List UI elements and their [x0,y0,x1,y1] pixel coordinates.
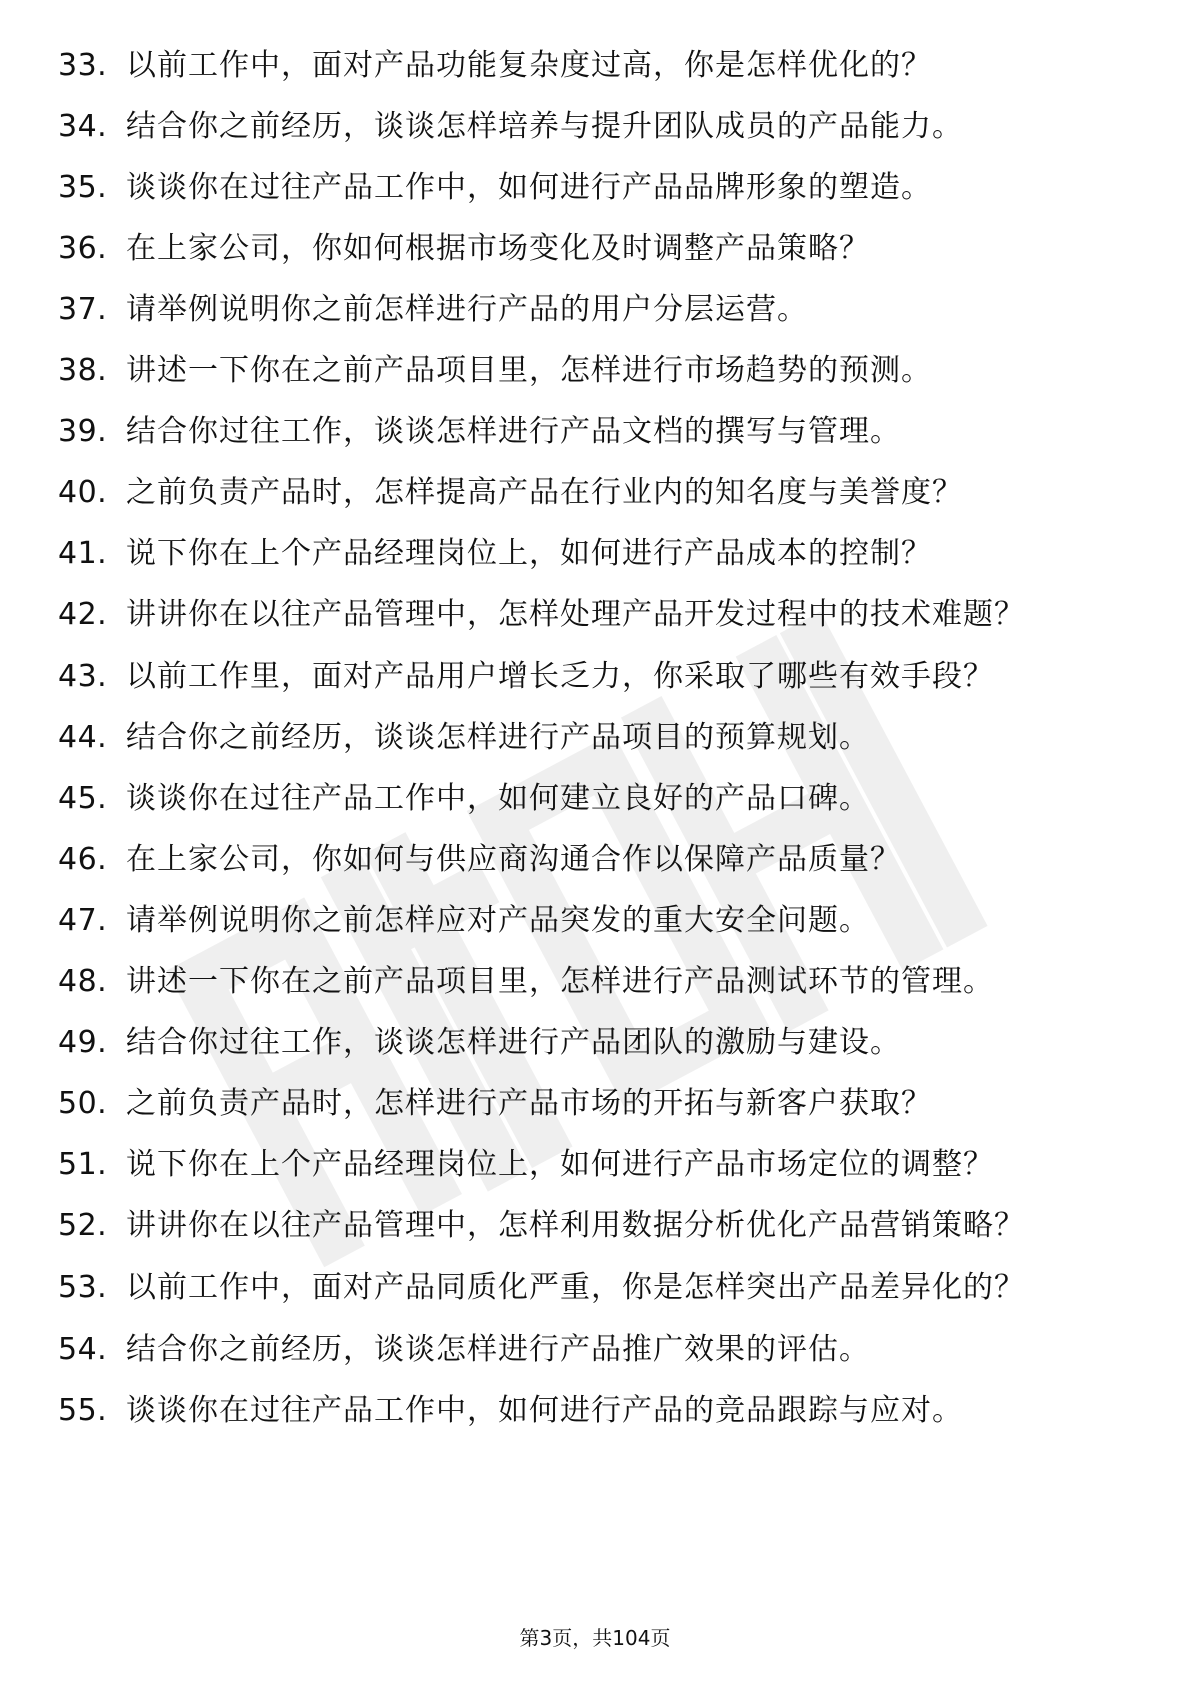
question-number: 43. [58,659,108,694]
question-number: 38. [58,353,108,388]
question-item [58,1393,1138,1429]
question-text: 在上家公司，你如何与供应商沟通合作以保障产品质量？ [126,842,901,877]
question-number: 40. [58,475,108,510]
question-text: 结合你之前经历，谈谈怎样进行产品推广效果的评估。 [126,1332,870,1367]
question-list [58,48,1138,1454]
question-number: 48. [58,964,108,999]
question-number: 35. [58,170,108,205]
question-item [58,170,1138,206]
question-text: 在上家公司，你如何根据市场变化及时调整产品策略？ [126,231,870,266]
question-number: 42. [58,597,108,632]
question-text: 谈谈你在过往产品工作中，如何进行产品的竞品跟踪与应对。 [126,1393,963,1428]
question-text: 以前工作里，面对产品用户增长乏力，你采取了哪些有效手段？ [126,659,994,694]
question-item [58,475,1138,511]
question-text: 说下你在上个产品经理岗位上，如何进行产品市场定位的调整？ [126,1147,994,1182]
question-item [58,1025,1138,1061]
question-item [58,1086,1138,1122]
question-number: 52. [58,1208,108,1243]
question-text: 结合你之前经历，谈谈怎样培养与提升团队成员的产品能力。 [126,109,963,144]
page-footer [0,1622,1190,1651]
question-text: 以前工作中，面对产品功能复杂度过高，你是怎样优化的？ [126,48,932,83]
question-number: 34. [58,109,108,144]
question-item [58,536,1138,572]
question-text: 讲讲你在以往产品管理中，怎样利用数据分析优化产品营销策略？ [126,1208,1025,1243]
page-number-label: 第3页，共104页 [519,1626,671,1650]
question-number: 54. [58,1332,108,1367]
question-number: 39. [58,414,108,449]
question-text: 结合你之前经历，谈谈怎样进行产品项目的预算规划。 [126,720,870,755]
question-item [58,1270,1138,1306]
question-text: 请举例说明你之前怎样应对产品突发的重大安全问题。 [126,903,870,938]
question-number: 41. [58,536,108,571]
question-number: 33. [58,48,108,83]
question-text: 之前负责产品时，怎样提高产品在行业内的知名度与美誉度？ [126,475,963,510]
question-item [58,414,1138,450]
question-item [58,48,1138,84]
question-item [58,842,1138,878]
question-number: 49. [58,1025,108,1060]
question-item [58,1208,1138,1244]
question-item [58,781,1138,817]
question-item [58,292,1138,328]
question-item [58,231,1138,267]
question-item [58,659,1138,695]
question-number: 37. [58,292,108,327]
question-text: 讲述一下你在之前产品项目里，怎样进行产品测试环节的管理。 [126,964,994,999]
question-number: 53. [58,1270,108,1305]
question-text: 结合你过往工作，谈谈怎样进行产品团队的激励与建设。 [126,1025,901,1060]
question-item [58,1332,1138,1368]
question-item [58,720,1138,756]
question-number: 36. [58,231,108,266]
question-number: 45. [58,781,108,816]
question-text: 谈谈你在过往产品工作中，如何建立良好的产品口碑。 [126,781,870,816]
question-number: 51. [58,1147,108,1182]
question-text: 以前工作中，面对产品同质化严重，你是怎样突出产品差异化的？ [126,1270,1025,1305]
question-text: 请举例说明你之前怎样进行产品的用户分层运营。 [126,292,808,327]
question-number: 55. [58,1393,108,1428]
question-number: 50. [58,1086,108,1121]
question-text: 说下你在上个产品经理岗位上，如何进行产品成本的控制？ [126,536,932,571]
question-text: 讲讲你在以往产品管理中，怎样处理产品开发过程中的技术难题？ [126,597,1025,632]
question-item [58,353,1138,389]
question-text: 讲述一下你在之前产品项目里，怎样进行市场趋势的预测。 [126,353,932,388]
question-item [58,109,1138,145]
question-item [58,1147,1138,1183]
question-item [58,964,1138,1000]
question-text: 之前负责产品时，怎样进行产品市场的开拓与新客户获取？ [126,1086,932,1121]
question-text: 结合你过往工作，谈谈怎样进行产品文档的撰写与管理。 [126,414,901,449]
question-number: 47. [58,903,108,938]
question-item [58,903,1138,939]
question-text: 谈谈你在过往产品工作中，如何进行产品品牌形象的塑造。 [126,170,932,205]
question-number: 44. [58,720,108,755]
question-item [58,597,1138,633]
question-number: 46. [58,842,108,877]
